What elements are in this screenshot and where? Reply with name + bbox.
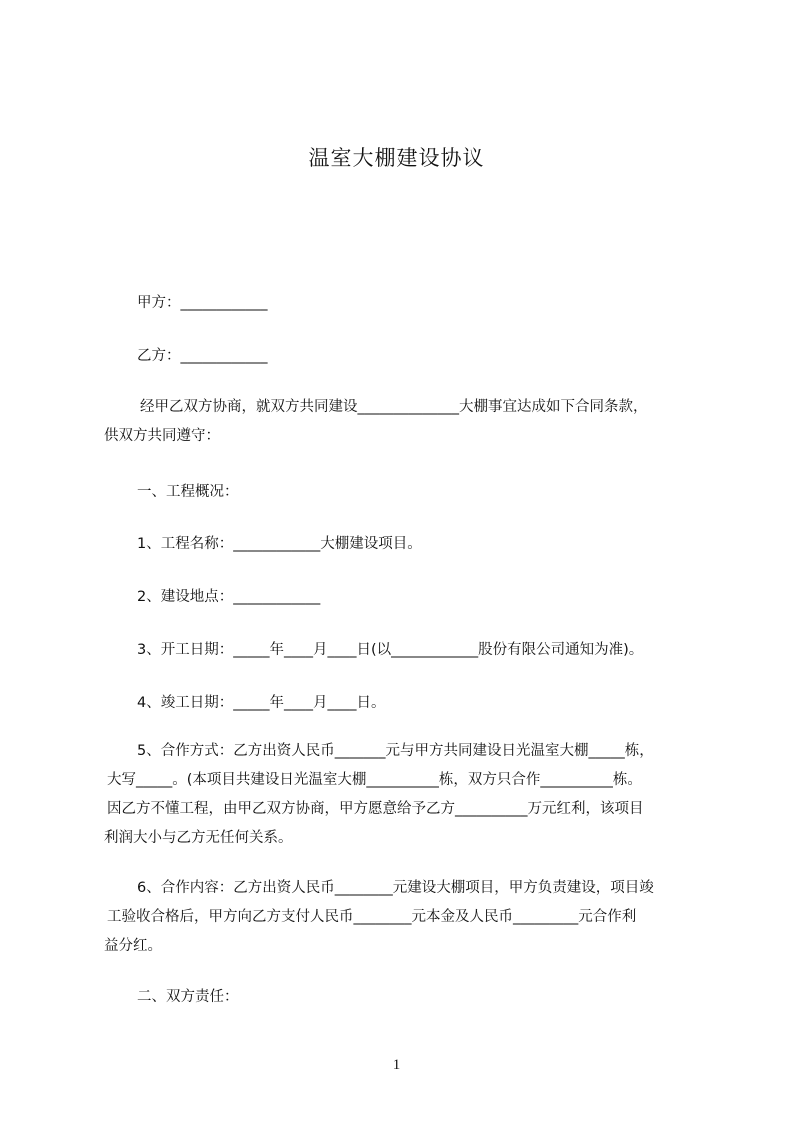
item-6-line-2: 工验收合格后，甲方向乙方支付人民币________元本金及人民币_________元合作利 [107, 909, 637, 925]
section-2-heading: 二、双方责任： [137, 989, 239, 1005]
intro-line-2: 供双方共同遵守： [104, 428, 220, 444]
item-4-completion-date: 4、竣工日期：_____年____月____日。 [137, 695, 386, 711]
intro-line-1: 经甲乙双方协商，就双方共同建设______________大棚事宜达成如下合同条款， [140, 399, 648, 415]
section-1-heading: 一、工程概况： [137, 484, 239, 500]
item-5-line-2: 大写_____。(本项目共建设日光温室大棚__________栋，双方只合作__________栋。 [107, 772, 642, 788]
item-1-project-name: 1、工程名称：____________大棚建设项目。 [137, 536, 422, 552]
item-6-line-3: 益分红。 [104, 938, 162, 954]
item-2-construction-site: 2、建设地点：____________ [137, 589, 321, 605]
document-title: 温室大棚建设协议 [308, 146, 485, 170]
item-5-line-4: 利润大小与乙方无任何关系。 [104, 830, 293, 846]
intro-paragraph [104, 393, 704, 451]
party-a-line: 甲方：____________ [137, 295, 268, 311]
party-b-line: 乙方：____________ [137, 348, 268, 364]
page-number: 1 [392, 1057, 401, 1073]
item-6-paragraph [104, 874, 704, 961]
item-5-line-3: 因乙方不懂工程，由甲乙双方协商，甲方愿意给予乙方__________万元红利，该项目 [107, 801, 644, 817]
item-3-start-date: 3、开工日期：_____年____月____日(以____________股份有限公司通知为准)。 [137, 642, 644, 658]
item-6-line-1: 6、合作内容：乙方出资人民币________元建设大棚项目，甲方负责建设，项目竣 [137, 880, 654, 896]
item-5-paragraph [104, 737, 704, 853]
item-5-line-1: 5、合作方式：乙方出资人民币_______元与甲方共同建设日光温室大棚_____栋， [137, 743, 654, 759]
